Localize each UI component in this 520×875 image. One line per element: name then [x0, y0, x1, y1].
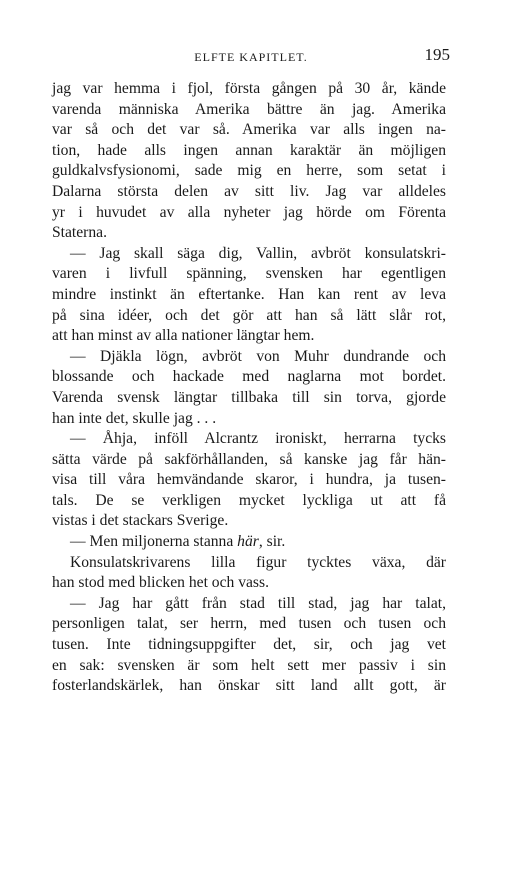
text-line: jag var hemma i fjol, första gången på 30 år, kände	[52, 80, 446, 97]
text-line: personligen talat, ser herrn, med tusen och tusen och	[52, 615, 446, 633]
text-line: var så och det var så. Amerika var alls ingen na-	[52, 121, 446, 139]
text-line: vistas i det stackars Sverige.	[52, 512, 229, 530]
text-line: Konsulatskrivarens lilla figur tycktes växa, där	[70, 553, 446, 571]
text-line: att han minst av alla nationer längtar hem.	[52, 327, 315, 345]
text-line: blossande och hackade med naglarna mot bordet.	[52, 368, 446, 386]
text-line: guldkalvsfysionomi, sade mig en herre, som setat i	[52, 162, 446, 180]
text-line: mindre instinkt än eftertanke. Han kan rent av leva	[52, 285, 446, 303]
text-line: Dalarna största delen av sitt liv. Jag var alldeles	[52, 182, 446, 200]
text-line: tals. De se verkligen mycket lyckliga ut att få	[52, 491, 446, 509]
text-line: han inte det, skulle jag . . .	[52, 409, 217, 427]
text-line: visa till våra hemvändande skaror, i hundra, ja tusen-	[52, 471, 446, 489]
text-line: — Åhja, inföll Alcrantz ironiskt, herrarna tycks	[70, 430, 446, 448]
text-line: varenda människa Amerika bättre än jag. Amerika	[52, 100, 446, 118]
text-line: yr i huvudet av alla nyheter jag hörde om Förenta	[52, 203, 446, 221]
text-line: varen i livfull spänning, svensken har egentligen	[52, 265, 446, 283]
text-line: — Men miljonerna stanna här, sir.	[70, 533, 286, 551]
body-text	[52, 79, 446, 697]
text-line: tusen. Inte tidningsuppgifter det, sir, och jag vet	[52, 636, 446, 654]
text-line: — Djäkla lögn, avbröt von Muhr dundrande och	[70, 347, 446, 365]
emphasized-word: här	[237, 533, 259, 551]
text-line: Staterna.	[52, 224, 107, 242]
text-line: sätta värde på sakförhållanden, så kanske jag får hän-	[52, 450, 446, 468]
text-line: — Jag har gått från stad till stad, jag har talat,	[70, 594, 446, 612]
text-line: tion, hade alls ingen annan karaktär än möjligen	[52, 141, 446, 159]
text-line: — Jag skall säga dig, Vallin, avbröt konsulatskri-	[70, 244, 446, 262]
running-head: ELFTE KAPITLET.	[194, 50, 308, 64]
page-number: 195	[424, 45, 450, 64]
text-line: på sina idéer, och det gör att han så lätt slår rot,	[52, 306, 446, 324]
text-line: Varenda svensk längtar tillbaka till sin torva, gjorde	[52, 388, 446, 406]
page-header	[52, 45, 450, 67]
text-line: han stod med blicken het och vass.	[52, 574, 269, 592]
text-line: en sak: svensken är som helt sett mer passiv i sin	[52, 656, 446, 674]
text-line: fosterlandskärlek, han önskar sitt land allt gott, är	[52, 677, 446, 695]
